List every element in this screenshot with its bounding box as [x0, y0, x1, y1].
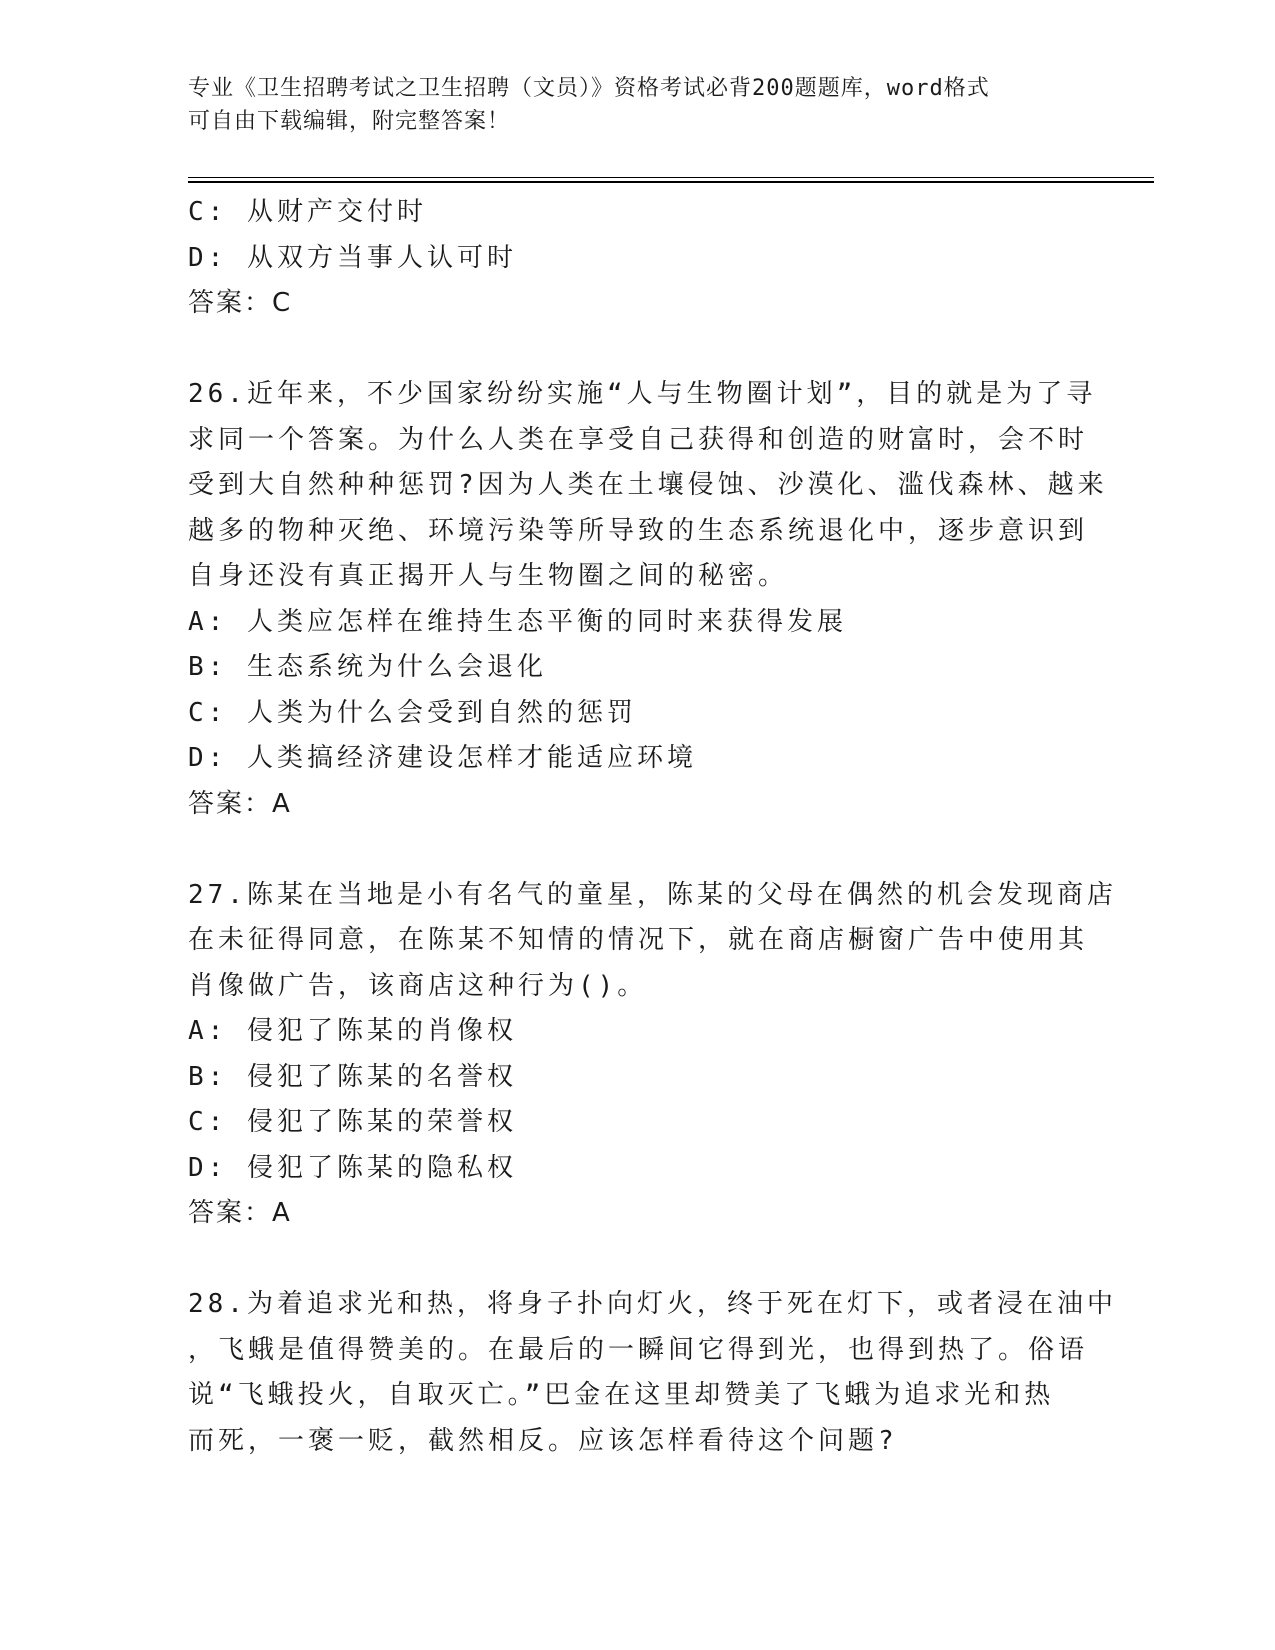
question-26	[188, 372, 1108, 827]
option-b: B: 侵犯了陈某的名誉权	[188, 1061, 517, 1092]
option-d: D: 人类搞经济建设怎样才能适应环境	[188, 743, 697, 773]
question-stem-line: 在未征得同意，在陈某不知情的情况下，就在商店橱窗广告中使用其	[188, 925, 1089, 955]
answer-text: 答案：C	[188, 288, 293, 318]
header-divider	[188, 177, 1154, 183]
option-b: B: 生态系统为什么会退化	[188, 652, 547, 682]
header-title-line-1: 专业《卫生招聘考试之卫生招聘（文员）》资格考试必背200题题库，word格式	[188, 76, 990, 101]
question-stem-line: 受到大自然种种惩罚?因为人类在土壤侵蚀、沙漠化、滥伐森林、越来	[188, 470, 1108, 500]
option-a: A: 侵犯了陈某的肖像权	[188, 1016, 517, 1046]
question-stem-line: 越多的物种灭绝、环境污染等所导致的生态系统退化中，逐步意识到	[188, 515, 1089, 546]
question-stem-line: 求同一个答案。为什么人类在享受自己获得和创造的财富时，会不时	[188, 424, 1089, 455]
question-stem-line: ，飞蛾是值得赞美的。在最后的一瞬间它得到光，也得到热了。俗语	[188, 1334, 1089, 1365]
spacer	[188, 327, 1088, 373]
answer-text: 答案：A	[188, 788, 292, 819]
option-d: D: 侵犯了陈某的隐私权	[188, 1152, 517, 1183]
option-a: A: 人类应怎样在维持生态平衡的同时来获得发展	[188, 606, 847, 637]
option-c: C: 侵犯了陈某的荣誉权	[188, 1107, 517, 1137]
question-stem-line: 自身还没有真正揭开人与生物圈之间的秘密。	[188, 561, 789, 591]
spacer	[188, 1237, 1088, 1283]
question-25-tail	[188, 190, 1088, 327]
option-d: D: 从双方当事人认可时	[188, 242, 517, 273]
question-stem-line: 而死，一褒一贬，截然相反。应该怎样看待这个问题?	[188, 1425, 898, 1456]
question-28	[188, 1282, 1117, 1464]
header-title-line-2: 可自由下载编辑，附完整答案！	[188, 109, 511, 134]
question-stem-line: 27.陈某在当地是小有名气的童星，陈某的父母在偶然的机会发现商店	[188, 879, 1117, 910]
spacer	[188, 827, 1088, 873]
question-stem-line: 说“飞蛾投火，自取灭亡。”巴金在这里却赞美了飞蛾为追求光和热	[188, 1380, 1055, 1410]
page-header	[188, 72, 1088, 138]
answer-text: 答案：A	[188, 1198, 292, 1228]
option-c: C: 人类为什么会受到自然的惩罚	[188, 697, 637, 728]
option-c: C: 从财产交付时	[188, 197, 427, 227]
question-stem-line: 26.近年来，不少国家纷纷实施“人与生物圈计划”，目的就是为了寻	[188, 379, 1097, 409]
question-stem-line: 肖像做广告，该商店这种行为()。	[188, 970, 648, 1001]
question-27	[188, 873, 1117, 1237]
question-content	[188, 190, 1117, 1464]
question-stem-line: 28.为着追求光和热，将身子扑向灯火，终于死在灯下，或者浸在油中	[188, 1289, 1117, 1319]
